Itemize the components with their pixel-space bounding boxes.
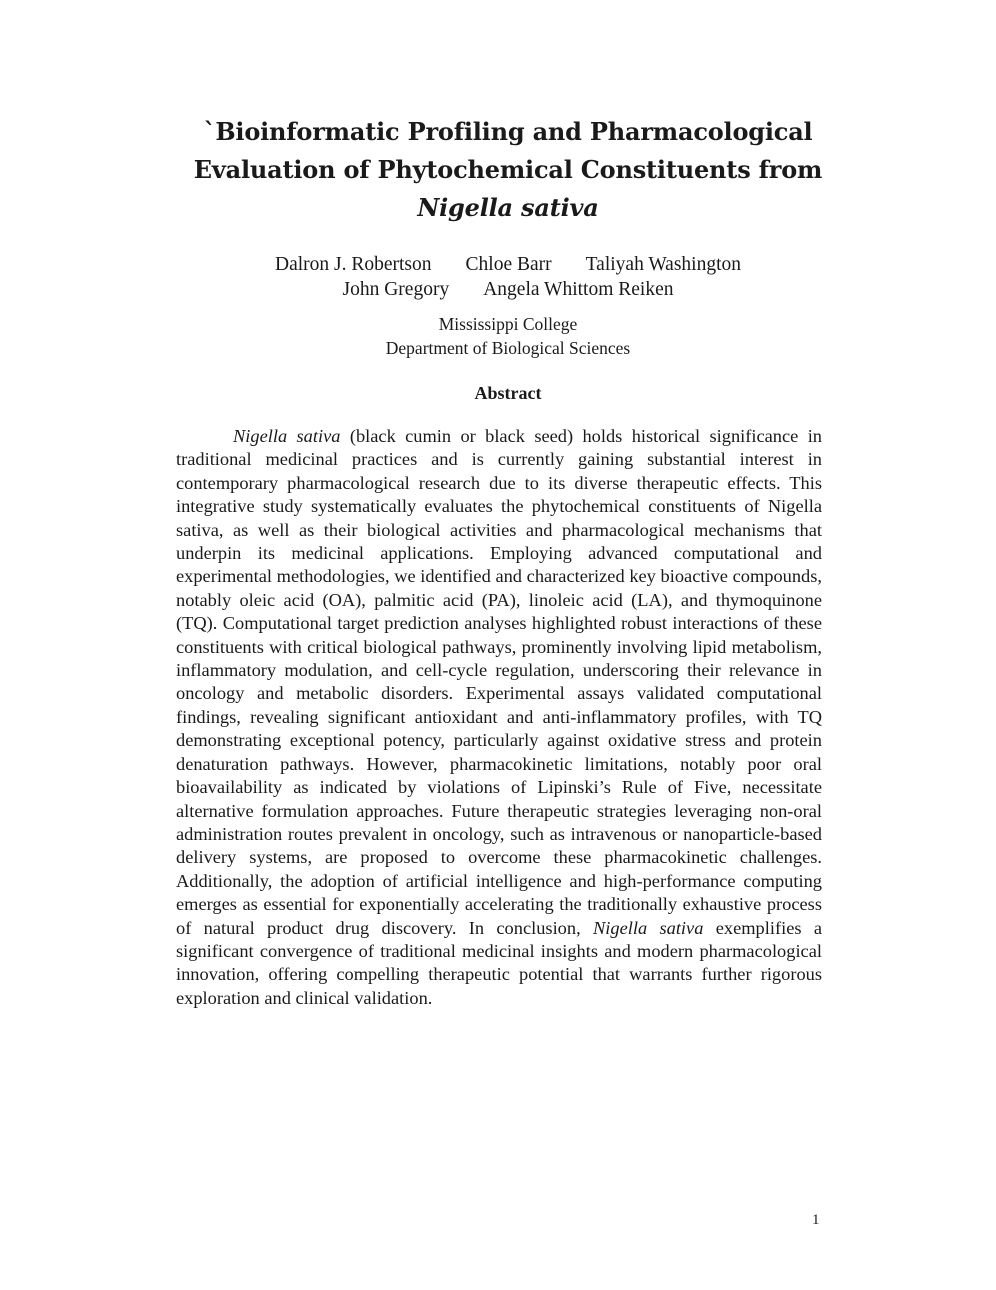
abstract-species-lead: Nigella sativa [233,426,341,446]
author-name: Chloe Barr [465,254,552,275]
author-list [150,252,866,302]
author-row-2 [150,277,866,302]
affiliation [150,312,866,360]
affiliation-department: Department of Biological Sciences [385,338,631,358]
abstract-text [176,425,822,1010]
author-name: Taliyah Washington [585,254,742,275]
abstract-species-mid: Nigella sativa [593,917,704,938]
affiliation-institution: Mississippi College [438,314,578,334]
author-name: John Gregory [342,279,450,300]
author-row-1 [150,252,866,277]
author-name: Dalron J. Robertson [274,254,432,275]
abstract-text-part-2: exemplifies a significant convergence of traditional medicinal insights and modern pharmacological innovation, offering compelling therapeutic potential that warrants further rigorous exploration and clinical validation. [176,917,822,1008]
paper-title [150,113,866,227]
abstract-heading: Abstract [474,383,542,403]
title-line-3: Nigella sativa [417,193,599,222]
abstract-text-part-1: (black cumin or black seed) holds historical significance in traditional medicinal practices and is currently gaining substantial interest in contemporary pharmacological research due to its diverse therapeutic effects. This integrative study systematically evaluates the phytochemical constituents of Nigella sativa, as well as their biological activities and pharmacological mechanisms that underpin its medicinal applications. Employing advanced computational and experimental methodologies, we identified and characterized key bioactive compounds, notably oleic acid (OA), palmitic acid (PA), linoleic acid (LA), and thymoquinone (TQ). Computational target prediction analyses highlighted robust interactions of these constituents with critical biological pathways, prominently involving lipid metabolism, inflammatory modulation, and cell-cycle regulation, underscoring their relevance in oncology and metabolic disorders. Experimental assays validated computational findings, revealing significant antioxidant and anti-inflammatory profiles, with TQ demonstrating exceptional potency, particularly against oxidative stress and protein denaturation pathways. However, pharmacokinetic limitations, notably poor oral bioavailability as indicated by violations of Lipinski’s Rule of Five, necessitate alternative formulation approaches. Future therapeutic strategies leveraging non-oral administration routes prevalent in oncology, such as intravenous or nanoparticle-based delivery systems, are proposed to overcome these pharmacokinetic challenges. Additionally, the adoption of artificial intelligence and high-performance computing emerges as essential for exponentially accelerating the traditionally exhaustive process of natural product drug discovery. In conclusion, [176,426,822,938]
author-name: Angela Whittom Reiken [483,279,674,300]
title-line-2: Evaluation of Phytochemical Constituents from [193,155,823,184]
title-line-1: `Bioinformatic Profiling and Pharmacological [203,117,813,146]
page-number: 1 [812,1212,820,1228]
